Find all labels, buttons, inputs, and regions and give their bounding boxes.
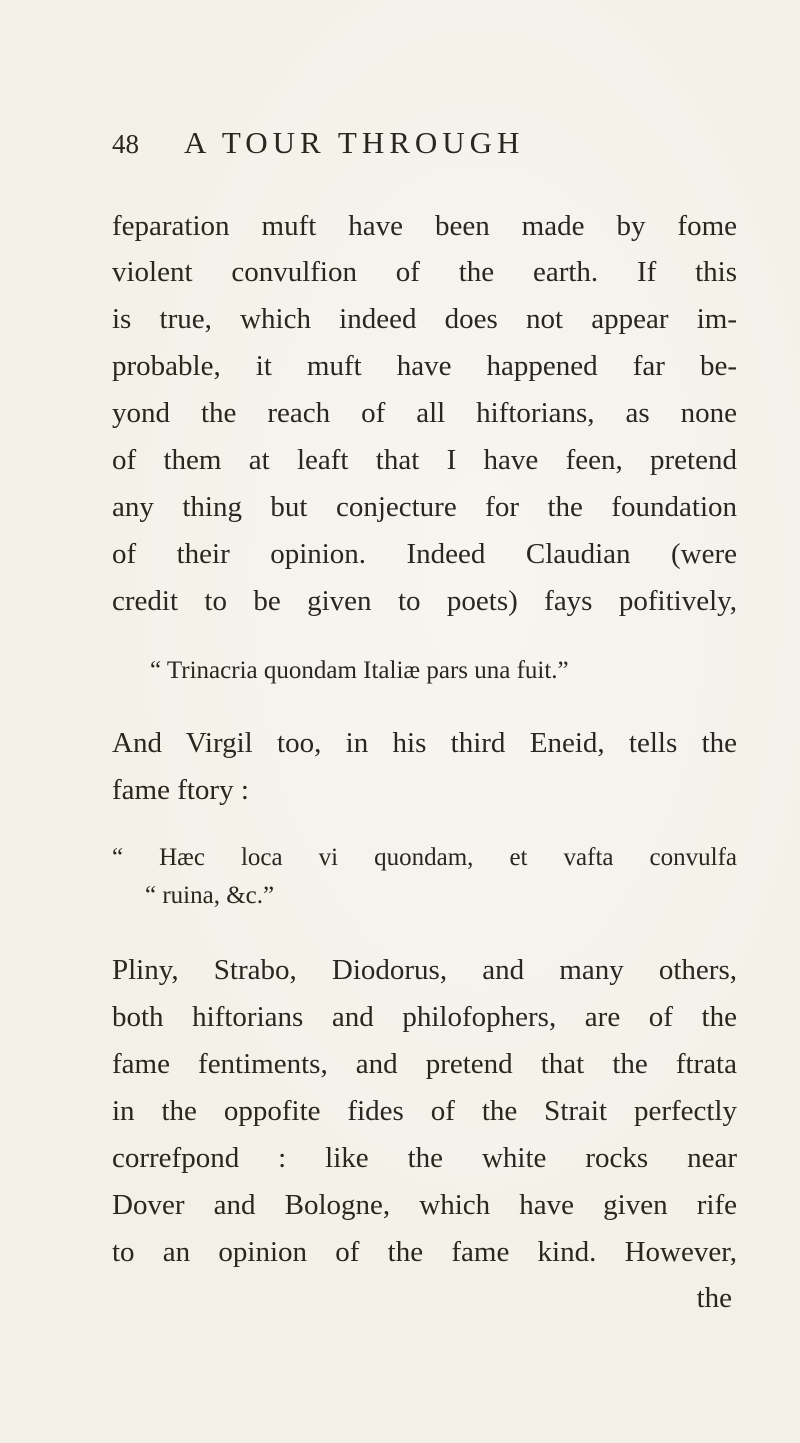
latin-quotation: “ Trinacria quondam Italiæ pars una fuit.” <box>150 657 569 684</box>
text-line: fame ftory : <box>112 774 249 806</box>
text-line: correfpond : like the white rocks near <box>112 1142 737 1174</box>
text-line: fame fentiments, and pretend that the ftrata <box>112 1048 737 1080</box>
running-title: A TOUR THROUGH <box>184 125 525 160</box>
text-line: And Virgil too, in his third Eneid, tells the <box>112 727 737 759</box>
text-line: feparation muft have been made by fome <box>112 210 737 242</box>
text-line: credit to be given to poets) fays pofitively, <box>112 585 737 617</box>
page-number: 48 <box>112 129 139 159</box>
text-line: to an opinion of the fame kind. However, <box>112 1236 737 1268</box>
text-line: probable, it muft have happened far be- <box>112 350 737 382</box>
latin-quotation: “ Hæc loca vi quondam, et vafta convulfa <box>112 844 737 871</box>
latin-quotation: “ ruina, &c.” <box>145 882 275 909</box>
text-line: of their opinion. Indeed Claudian (were <box>112 538 737 570</box>
catchword: the <box>696 1282 732 1314</box>
text-line: violent convulfion of the earth. If this <box>112 256 737 288</box>
text-line: both hiftorians and philofophers, are of the <box>112 1001 737 1033</box>
text-line: yond the reach of all hiftorians, as none <box>112 397 737 429</box>
text-line: in the oppofite fides of the Strait perfectly <box>112 1095 737 1127</box>
text-line: any thing but conjecture for the foundation <box>112 491 737 523</box>
text-line: Dover and Bologne, which have given rife <box>112 1189 737 1221</box>
text-line: of them at leaft that I have feen, pretend <box>112 444 737 476</box>
text-line: Pliny, Strabo, Diodorus, and many others, <box>112 954 737 986</box>
text-line: is true, which indeed does not appear im- <box>112 303 737 335</box>
page-header <box>112 125 732 165</box>
